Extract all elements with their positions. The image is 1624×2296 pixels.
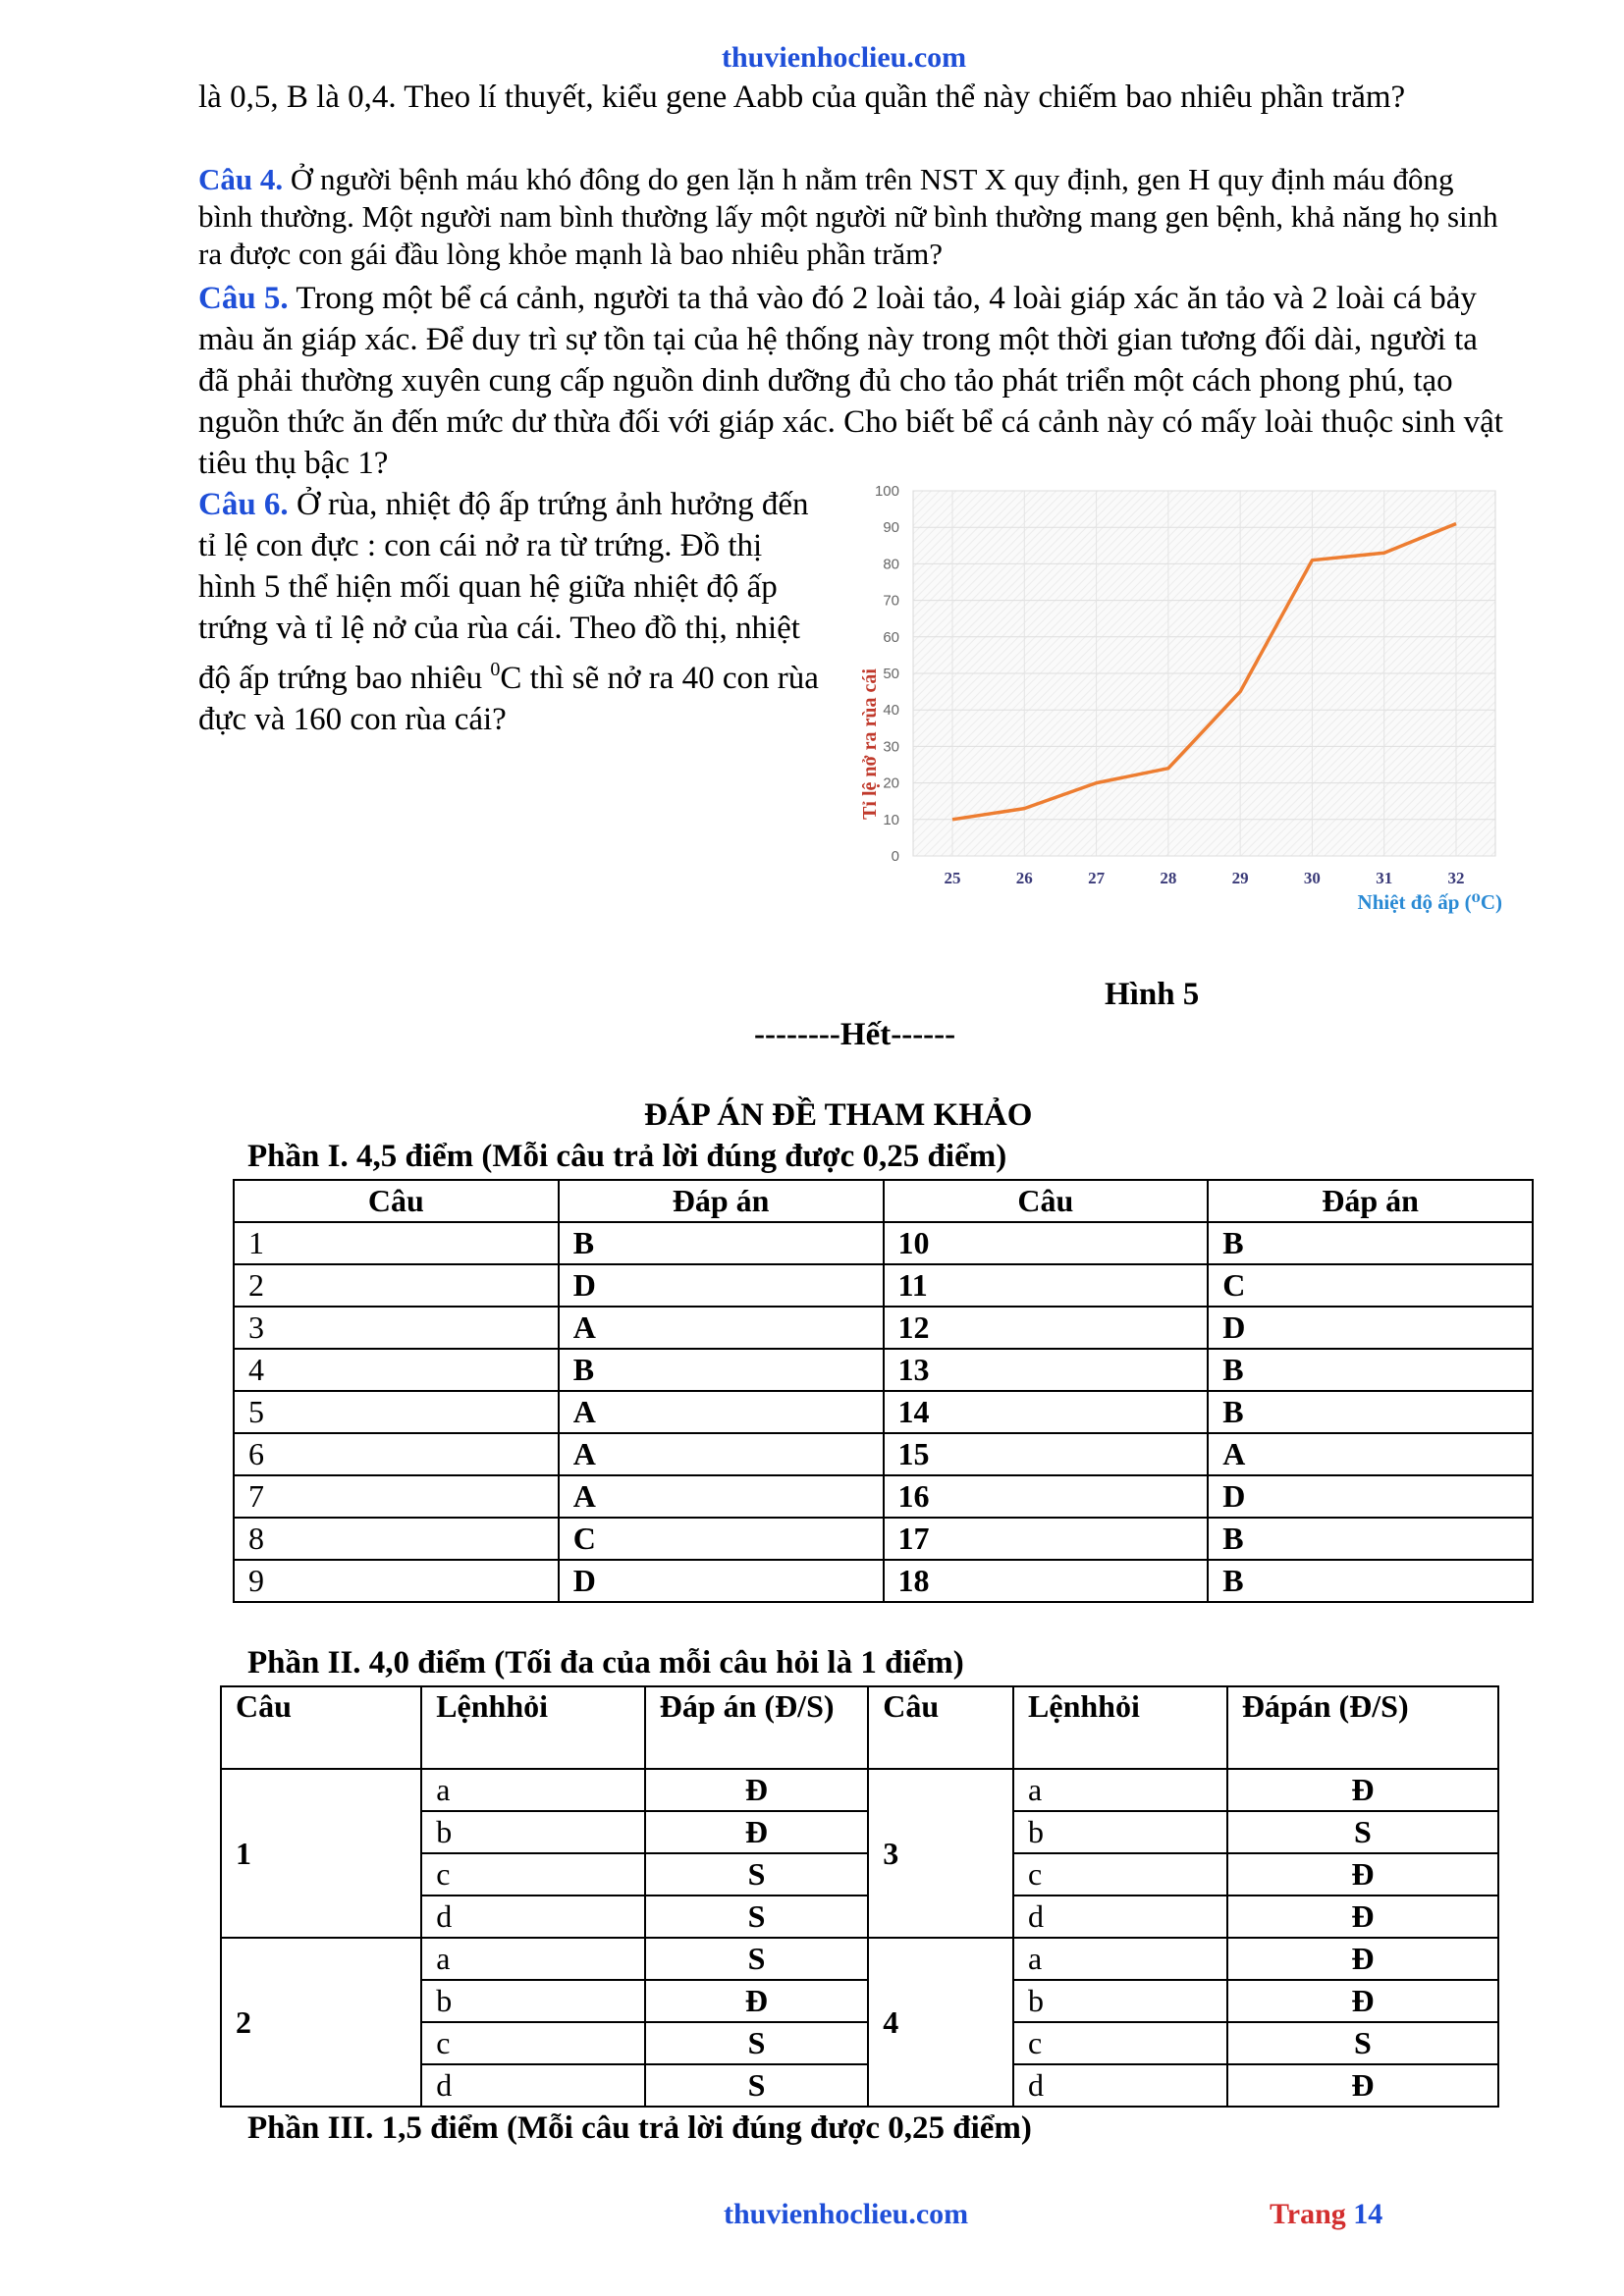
answer-cell: D	[559, 1264, 884, 1307]
col-header: Lệnhhỏi	[1013, 1686, 1227, 1769]
hatch-temperature-chart	[842, 479, 1530, 931]
answer-cell: Đ	[1227, 1980, 1498, 2022]
statement-cell: a	[1013, 1938, 1227, 1980]
question-number-cell: 2	[234, 1264, 559, 1307]
part3-title: Phần III. 1,5 điểm (Mỗi câu trả lời đúng được 0,25 điểm)	[247, 2110, 1032, 2146]
statement-cell: a	[421, 1938, 645, 1980]
question-number-cell: 15	[884, 1433, 1209, 1475]
answer-cell: S	[645, 2022, 869, 2064]
q3-tail: là 0,5, B là 0,4. Theo lí thuyết, kiểu gene Aabb của quần thể này chiếm bao nhiêu phần trăm?	[198, 80, 1406, 115]
statement-cell: c	[421, 2022, 645, 2064]
statement-cell: b	[1013, 1980, 1227, 2022]
question-number-cell: 11	[884, 1264, 1209, 1307]
question-number-cell: 1	[234, 1222, 559, 1264]
answer-cell: B	[559, 1222, 884, 1264]
statement-cell: d	[421, 1896, 645, 1938]
q6-label: Câu 6.	[198, 487, 289, 522]
answer-cell: S	[645, 1853, 869, 1896]
table-row	[234, 1560, 1533, 1602]
question-number-cell: 16	[884, 1475, 1209, 1518]
question-4	[198, 161, 1504, 273]
answer-cell: Đ	[645, 1980, 869, 2022]
answer-title: ĐÁP ÁN ĐỀ THAM KHẢO	[644, 1097, 1033, 1133]
question-number-cell: 13	[884, 1349, 1209, 1391]
col-header: Đáp án (Đ/S)	[645, 1686, 869, 1769]
question-number-cell: 14	[884, 1391, 1209, 1433]
table-row	[221, 1938, 1498, 1980]
answer-cell: B	[1208, 1349, 1533, 1391]
answer-cell: D	[559, 1560, 884, 1602]
statement-cell: a	[421, 1769, 645, 1811]
end-marker: --------Hết------	[754, 1017, 956, 1052]
q4-text: Ở người bệnh máu khó đông do gen lặn h nằm trên NST X quy định, gen H quy định máu đông bình thường. Một người nam bình thường lấy một người nữ bình thường mang gen bệnh, khả năng họ sinh ra được con gái đầu lòng khỏe mạnh là bao nhiêu phần trăm?	[198, 162, 1498, 271]
statement-cell: b	[421, 1980, 645, 2022]
table-row	[234, 1433, 1533, 1475]
answer-cell: B	[559, 1349, 884, 1391]
table-row	[234, 1349, 1533, 1391]
table-row	[234, 1222, 1533, 1264]
q6-degree-sup: 0	[490, 659, 501, 680]
table-row	[234, 1475, 1533, 1518]
question-6	[198, 484, 827, 740]
page-number: 14	[1353, 2198, 1383, 2230]
col-header: Câu	[234, 1180, 559, 1222]
question-5	[198, 278, 1504, 484]
table-row	[234, 1518, 1533, 1560]
answer-cell: S	[1227, 2022, 1498, 2064]
col-header: Lệnhhỏi	[421, 1686, 645, 1769]
answer-cell: A	[1208, 1433, 1533, 1475]
y-tick-label: 60	[883, 628, 899, 646]
statement-cell: d	[421, 2064, 645, 2107]
x-tick-label: 29	[1231, 869, 1249, 887]
answer-cell: S	[645, 1938, 869, 1980]
footer-page	[1270, 2198, 1382, 2231]
y-tick-label: 10	[883, 811, 899, 828]
answer-cell: A	[559, 1307, 884, 1349]
y-tick-label: 30	[883, 738, 899, 756]
answer-cell: Đ	[1227, 1896, 1498, 1938]
answer-cell: S	[1227, 1811, 1498, 1853]
question-number-cell: 2	[221, 1938, 421, 2107]
answer-cell: B	[1208, 1518, 1533, 1560]
answer-cell: A	[559, 1391, 884, 1433]
q4-label: Câu 4.	[198, 162, 284, 196]
answer-cell: C	[559, 1518, 884, 1560]
x-tick-label: 28	[1160, 869, 1177, 887]
part2-title: Phần II. 4,0 điểm (Tối đa của mỗi câu hỏi là 1 điểm)	[247, 1645, 964, 1681]
answer-cell: Đ	[1227, 2064, 1498, 2107]
table-row	[234, 1391, 1533, 1433]
x-tick-label: 32	[1447, 869, 1465, 887]
x-tick-label: 26	[1015, 869, 1033, 887]
header-site: thuvienhoclieu.com	[722, 41, 967, 74]
answer-cell: S	[645, 1896, 869, 1938]
answer-cell: C	[1208, 1264, 1533, 1307]
statement-cell: b	[1013, 1811, 1227, 1853]
col-header: Câu	[884, 1180, 1209, 1222]
question-number-cell: 5	[234, 1391, 559, 1433]
col-header: Đáp án	[1208, 1180, 1533, 1222]
table-row	[234, 1307, 1533, 1349]
answer-cell: B	[1208, 1560, 1533, 1602]
statement-cell: d	[1013, 2064, 1227, 2107]
col-header: Câu	[868, 1686, 1013, 1769]
question-number-cell: 3	[868, 1769, 1013, 1938]
x-axis-ticks	[945, 869, 1465, 887]
q5-text: Trong một bể cá cảnh, người ta thả vào đó 2 loài tảo, 4 loài giáp xác ăn tảo và 2 loài cá bảy màu ăn giáp xác. Để duy trì sự tồn tại của hệ thống này trong một thời gian tương đối dài, người ta đã phải thường xuyên cung cấp nguồn dinh dưỡng đủ cho tảo phát triển một cách phong phú, tạo nguồn thức ăn đến mức dư thừa đối với giáp xác. Cho biết bể cá cảnh này có mấy loài thuộc sinh vật tiêu thụ bậc 1?	[198, 281, 1503, 481]
question-number-cell: 8	[234, 1518, 559, 1560]
statement-cell: c	[1013, 1853, 1227, 1896]
question-number-cell: 4	[868, 1938, 1013, 2107]
statement-cell: b	[421, 1811, 645, 1853]
y-tick-label: 100	[874, 483, 899, 500]
page-label: Trang	[1270, 2198, 1354, 2230]
y-tick-label: 50	[883, 666, 899, 682]
answer-cell: B	[1208, 1391, 1533, 1433]
q5-label: Câu 5.	[198, 281, 289, 316]
statement-cell: d	[1013, 1896, 1227, 1938]
question-number-cell: 3	[234, 1307, 559, 1349]
table-header-row	[221, 1686, 1498, 1769]
x-axis-label: Nhiệt độ ấp (⁰C)	[1357, 890, 1502, 914]
answer-cell: Đ	[645, 1811, 869, 1853]
y-tick-label: 80	[883, 556, 899, 573]
y-axis-label: Tỉ lệ nở ra rùa cái	[859, 668, 881, 820]
y-tick-label: 0	[891, 848, 899, 865]
col-header: Đápán (Đ/S)	[1227, 1686, 1498, 1769]
footer-site: thuvienhoclieu.com	[724, 2198, 969, 2230]
question-number-cell: 18	[884, 1560, 1209, 1602]
y-tick-label: 40	[883, 702, 899, 720]
part1-title: Phần I. 4,5 điểm (Mỗi câu trả lời đúng được 0,25 điểm)	[247, 1139, 1007, 1174]
q6-text-a: Ở rùa, nhiệt độ ấp trứng ảnh hưởng đến tỉ lệ con đực : con cái nở ra từ trứng. Đồ thị hình 5 thể hiện mối quan hệ giữa nhiệt độ ấp trứng và tỉ lệ nở của rùa cái. Theo đồ thị, nhiệt độ ấp trứng bao nhiêu	[198, 487, 809, 696]
question-number-cell: 12	[884, 1307, 1209, 1349]
part2-answer-table	[220, 1685, 1499, 2108]
col-header: Câu	[221, 1686, 421, 1769]
answer-cell: Đ	[1227, 1853, 1498, 1896]
answer-cell: D	[1208, 1475, 1533, 1518]
question-number-cell: 17	[884, 1518, 1209, 1560]
statement-cell: c	[1013, 2022, 1227, 2064]
answer-cell: A	[559, 1475, 884, 1518]
statement-cell: a	[1013, 1769, 1227, 1811]
table-row	[234, 1264, 1533, 1307]
answer-cell: A	[559, 1433, 884, 1475]
answer-cell: Đ	[1227, 1938, 1498, 1980]
x-tick-label: 30	[1303, 869, 1321, 887]
table-row	[221, 1769, 1498, 1811]
statement-cell: c	[421, 1853, 645, 1896]
x-tick-label: 31	[1376, 869, 1393, 887]
x-tick-label: 27	[1088, 869, 1106, 887]
y-tick-label: 90	[883, 519, 899, 537]
figure-caption: Hình 5	[1105, 977, 1200, 1012]
answer-cell: B	[1208, 1222, 1533, 1264]
question-number-cell: 1	[221, 1769, 421, 1938]
answer-cell: Đ	[1227, 1769, 1498, 1811]
answer-cell: D	[1208, 1307, 1533, 1349]
question-number-cell: 7	[234, 1475, 559, 1518]
y-tick-label: 20	[883, 774, 899, 792]
table-header-row	[234, 1180, 1533, 1222]
question-number-cell: 4	[234, 1349, 559, 1391]
question-number-cell: 9	[234, 1560, 559, 1602]
col-header: Đáp án	[559, 1180, 884, 1222]
part1-answer-table	[233, 1179, 1534, 1603]
y-tick-label: 70	[883, 592, 899, 610]
answer-cell: S	[645, 2064, 869, 2107]
question-number-cell: 6	[234, 1433, 559, 1475]
x-tick-label: 25	[944, 869, 961, 887]
q6-text-b: C thì sẽ nở ra 40 con rùa đực và 160 con rùa cái?	[198, 661, 819, 737]
answer-cell: Đ	[645, 1769, 869, 1811]
question-number-cell: 10	[884, 1222, 1209, 1264]
